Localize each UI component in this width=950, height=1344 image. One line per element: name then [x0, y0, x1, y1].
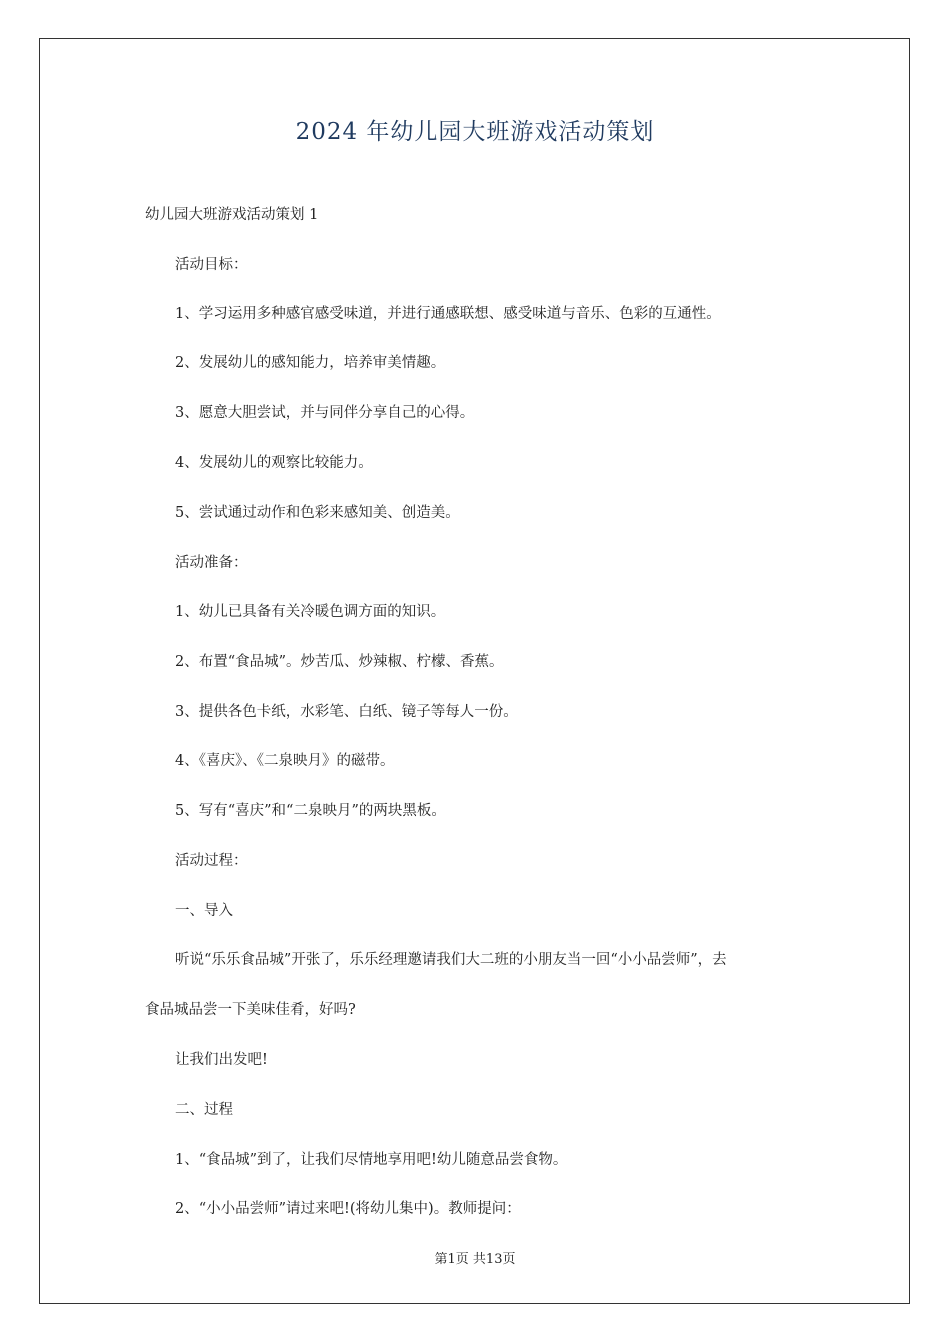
paragraph-line: 2、“小小品尝师”请过来吧!(将幼儿集中)。教师提问： — [175, 1201, 521, 1217]
paragraph-line: 食品城品尝一下美味佳肴，好吗? — [145, 1002, 356, 1018]
paragraph-line: 5、尝试通过动作和色彩来感知美、创造美。 — [175, 505, 460, 521]
paragraph-line: 活动目标： — [175, 257, 248, 273]
section-heading: 幼儿园大班游戏活动策划 1 — [145, 207, 319, 223]
paragraph-line: 二、过程 — [175, 1102, 233, 1118]
page-footer: 第1页 共13页 — [434, 1252, 516, 1267]
paragraph-line: 2、布置“食品城”。炒苦瓜、炒辣椒、柠檬、香蕉。 — [175, 654, 504, 670]
paragraph-line: 1、“食品城”到了，让我们尽情地享用吧!幼儿随意品尝食物。 — [175, 1152, 568, 1168]
paragraph-line: 活动准备： — [175, 555, 248, 571]
paragraph-line: 让我们出发吧! — [175, 1052, 268, 1068]
paragraph-line: 2、发展幼儿的感知能力，培养审美情趣。 — [175, 355, 446, 371]
paragraph-line: 4、《喜庆》、《二泉映月》的磁带。 — [175, 753, 395, 769]
paragraph-line: 4、发展幼儿的观察比较能力。 — [175, 455, 373, 471]
document-title: 2024 年幼儿园大班游戏活动策划 — [295, 119, 655, 145]
paragraph-line: 活动过程： — [175, 853, 248, 869]
paragraph-line: 5、写有“喜庆”和“二泉映月”的两块黑板。 — [175, 803, 446, 819]
paragraph-line: 一、导入 — [175, 903, 233, 919]
paragraph-line: 3、愿意大胆尝试，并与同伴分享自己的心得。 — [175, 405, 475, 421]
paragraph-line: 1、学习运用多种感官感受味道，并进行通感联想、感受味道与音乐、色彩的互通性。 — [175, 306, 721, 322]
paragraph-line: 3、提供各色卡纸，水彩笔、白纸、镜子等每人一份。 — [175, 704, 518, 720]
paragraph-line: 1、幼儿已具备有关冷暖色调方面的知识。 — [175, 604, 446, 620]
paragraph-line: 听说“乐乐食品城”开张了，乐乐经理邀请我们大二班的小朋友当一回“小小品尝师”，去 — [175, 952, 727, 968]
